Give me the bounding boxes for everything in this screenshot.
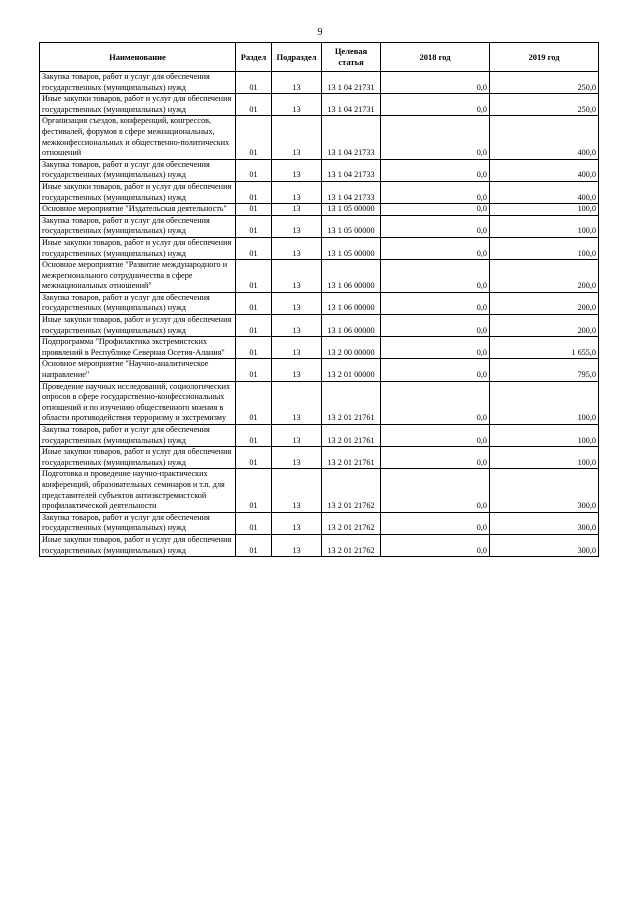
table-row — [40, 337, 599, 359]
cell-2018: 0,0 — [381, 94, 490, 116]
cell-2019: 250,0 — [490, 72, 599, 94]
cell-subsection: 13 — [272, 72, 322, 94]
cell-name: Закупка товаров, работ и услуг для обеспечения государственных (муниципальных) нужд — [40, 215, 236, 237]
cell-target: 13 1 05 00000 — [322, 204, 381, 216]
cell-2019: 100,0 — [490, 447, 599, 469]
cell-2019: 1 655,0 — [490, 337, 599, 359]
cell-2019: 300,0 — [490, 469, 599, 512]
header-name: Наименование — [40, 43, 236, 72]
cell-name: Подпрограмма "Профилактика экстремистских проявлений в Республике Северная Осетия-Алания" — [40, 337, 236, 359]
cell-subsection: 13 — [272, 447, 322, 469]
cell-section: 01 — [236, 260, 272, 293]
cell-target: 13 1 06 00000 — [322, 315, 381, 337]
cell-subsection: 13 — [272, 159, 322, 181]
cell-2019: 100,0 — [490, 425, 599, 447]
cell-section: 01 — [236, 315, 272, 337]
table-header-row — [40, 43, 599, 72]
cell-2019: 200,0 — [490, 260, 599, 293]
cell-name: Основное мероприятие "Развитие международного и межрегионального сотрудничества в сфере межнациональных отношений" — [40, 260, 236, 293]
cell-target: 13 2 00 00000 — [322, 337, 381, 359]
cell-target: 13 1 05 00000 — [322, 237, 381, 259]
cell-2019: 100,0 — [490, 237, 599, 259]
table-row — [40, 469, 599, 512]
cell-section: 01 — [236, 381, 272, 424]
table-row — [40, 72, 599, 94]
cell-section: 01 — [236, 94, 272, 116]
cell-2019: 100,0 — [490, 215, 599, 237]
cell-2018: 0,0 — [381, 292, 490, 314]
cell-section: 01 — [236, 237, 272, 259]
cell-2018: 0,0 — [381, 181, 490, 203]
cell-section: 01 — [236, 159, 272, 181]
cell-subsection: 13 — [272, 181, 322, 203]
table-row — [40, 237, 599, 259]
cell-subsection: 13 — [272, 237, 322, 259]
cell-section: 01 — [236, 447, 272, 469]
cell-2019: 200,0 — [490, 292, 599, 314]
cell-target: 13 2 01 21762 — [322, 469, 381, 512]
cell-2019: 100,0 — [490, 204, 599, 216]
cell-2019: 100,0 — [490, 381, 599, 424]
cell-target: 13 1 04 21733 — [322, 159, 381, 181]
cell-name: Основное мероприятие "Научно-аналитическое направление" — [40, 359, 236, 381]
cell-name: Организация съездов, конференций, конгрессов, фестивалей, форумов в сфере межнациональных, межконфессиональных и общественно-политических отношений — [40, 116, 236, 159]
cell-name: Закупка товаров, работ и услуг для обеспечения государственных (муниципальных) нужд — [40, 159, 236, 181]
cell-2019: 400,0 — [490, 159, 599, 181]
cell-subsection: 13 — [272, 94, 322, 116]
cell-2018: 0,0 — [381, 204, 490, 216]
table-row — [40, 159, 599, 181]
cell-section: 01 — [236, 292, 272, 314]
cell-2018: 0,0 — [381, 260, 490, 293]
cell-name: Основное мероприятие "Издательская деятельность" — [40, 204, 236, 216]
cell-name: Иные закупки товаров, работ и услуг для обеспечения государственных (муниципальных) нужд — [40, 315, 236, 337]
cell-section: 01 — [236, 72, 272, 94]
table-row — [40, 292, 599, 314]
cell-target: 13 1 06 00000 — [322, 260, 381, 293]
table-row — [40, 425, 599, 447]
cell-section: 01 — [236, 512, 272, 534]
cell-2018: 0,0 — [381, 315, 490, 337]
cell-target: 13 1 04 21731 — [322, 72, 381, 94]
cell-2018: 0,0 — [381, 381, 490, 424]
cell-target: 13 1 04 21733 — [322, 181, 381, 203]
cell-name: Закупка товаров, работ и услуг для обеспечения государственных (муниципальных) нужд — [40, 512, 236, 534]
cell-target: 13 2 01 21762 — [322, 534, 381, 556]
cell-2018: 0,0 — [381, 447, 490, 469]
table-body — [40, 72, 599, 557]
cell-2018: 0,0 — [381, 469, 490, 512]
cell-2018: 0,0 — [381, 116, 490, 159]
cell-2018: 0,0 — [381, 337, 490, 359]
cell-2018: 0,0 — [381, 215, 490, 237]
cell-2018: 0,0 — [381, 159, 490, 181]
cell-section: 01 — [236, 359, 272, 381]
cell-subsection: 13 — [272, 534, 322, 556]
cell-section: 01 — [236, 425, 272, 447]
cell-2019: 400,0 — [490, 116, 599, 159]
cell-2019: 795,0 — [490, 359, 599, 381]
cell-section: 01 — [236, 181, 272, 203]
table-row — [40, 315, 599, 337]
cell-name: Иные закупки товаров, работ и услуг для обеспечения государственных (муниципальных) нужд — [40, 237, 236, 259]
cell-subsection: 13 — [272, 292, 322, 314]
table-row — [40, 94, 599, 116]
cell-subsection: 13 — [272, 359, 322, 381]
cell-2018: 0,0 — [381, 425, 490, 447]
cell-section: 01 — [236, 534, 272, 556]
table-row — [40, 260, 599, 293]
cell-subsection: 13 — [272, 315, 322, 337]
cell-target: 13 2 01 21761 — [322, 381, 381, 424]
cell-target: 13 2 01 21762 — [322, 512, 381, 534]
cell-target: 13 1 05 00000 — [322, 215, 381, 237]
cell-name: Закупка товаров, работ и услуг для обеспечения государственных (муниципальных) нужд — [40, 292, 236, 314]
cell-section: 01 — [236, 469, 272, 512]
header-section: Раздел — [236, 43, 272, 72]
cell-name: Иные закупки товаров, работ и услуг для обеспечения государственных (муниципальных) нужд — [40, 181, 236, 203]
cell-2019: 400,0 — [490, 181, 599, 203]
cell-2019: 250,0 — [490, 94, 599, 116]
cell-subsection: 13 — [272, 512, 322, 534]
table-row — [40, 204, 599, 216]
cell-section: 01 — [236, 337, 272, 359]
table-row — [40, 181, 599, 203]
cell-2019: 300,0 — [490, 534, 599, 556]
cell-name: Иные закупки товаров, работ и услуг для обеспечения государственных (муниципальных) нужд — [40, 534, 236, 556]
cell-target: 13 2 01 21761 — [322, 425, 381, 447]
cell-subsection: 13 — [272, 116, 322, 159]
cell-subsection: 13 — [272, 215, 322, 237]
table-row — [40, 215, 599, 237]
cell-name: Иные закупки товаров, работ и услуг для обеспечения государственных (муниципальных) нужд — [40, 447, 236, 469]
cell-section: 01 — [236, 116, 272, 159]
cell-2019: 300,0 — [490, 512, 599, 534]
cell-target: 13 1 04 21733 — [322, 116, 381, 159]
cell-2018: 0,0 — [381, 534, 490, 556]
cell-target: 13 2 01 00000 — [322, 359, 381, 381]
cell-name: Закупка товаров, работ и услуг для обеспечения государственных (муниципальных) нужд — [40, 72, 236, 94]
cell-name: Иные закупки товаров, работ и услуг для обеспечения государственных (муниципальных) нужд — [40, 94, 236, 116]
cell-subsection: 13 — [272, 204, 322, 216]
table-row — [40, 359, 599, 381]
cell-subsection: 13 — [272, 469, 322, 512]
cell-2018: 0,0 — [381, 72, 490, 94]
cell-subsection: 13 — [272, 260, 322, 293]
budget-table — [39, 42, 599, 557]
cell-2018: 0,0 — [381, 237, 490, 259]
table-row — [40, 381, 599, 424]
cell-2018: 0,0 — [381, 359, 490, 381]
page-number: 9 — [317, 27, 323, 38]
table-row — [40, 512, 599, 534]
table-row — [40, 116, 599, 159]
cell-name: Закупка товаров, работ и услуг для обеспечения государственных (муниципальных) нужд — [40, 425, 236, 447]
cell-subsection: 13 — [272, 337, 322, 359]
cell-target: 13 2 01 21761 — [322, 447, 381, 469]
cell-name: Проведение научных исследований, социологических опросов в сфере государственно-конфессиональных отношений и по изучению общественного мнения в области противодействия терроризму и экстремизму — [40, 381, 236, 424]
header-subsection: Подраздел — [272, 43, 322, 72]
cell-target: 13 1 06 00000 — [322, 292, 381, 314]
cell-2019: 200,0 — [490, 315, 599, 337]
header-2019: 2019 год — [490, 43, 599, 72]
header-2018: 2018 год — [381, 43, 490, 72]
cell-subsection: 13 — [272, 381, 322, 424]
header-target: Целевая статья — [322, 43, 381, 72]
cell-target: 13 1 04 21731 — [322, 94, 381, 116]
cell-subsection: 13 — [272, 425, 322, 447]
cell-section: 01 — [236, 215, 272, 237]
cell-2018: 0,0 — [381, 512, 490, 534]
cell-section: 01 — [236, 204, 272, 216]
table-row — [40, 447, 599, 469]
table-row — [40, 534, 599, 556]
cell-name: Подготовка и проведение научно-практических конференций, образовательных семинаров и т.п. для представителей субъектов антиэкстремистской профилактической деятельности — [40, 469, 236, 512]
